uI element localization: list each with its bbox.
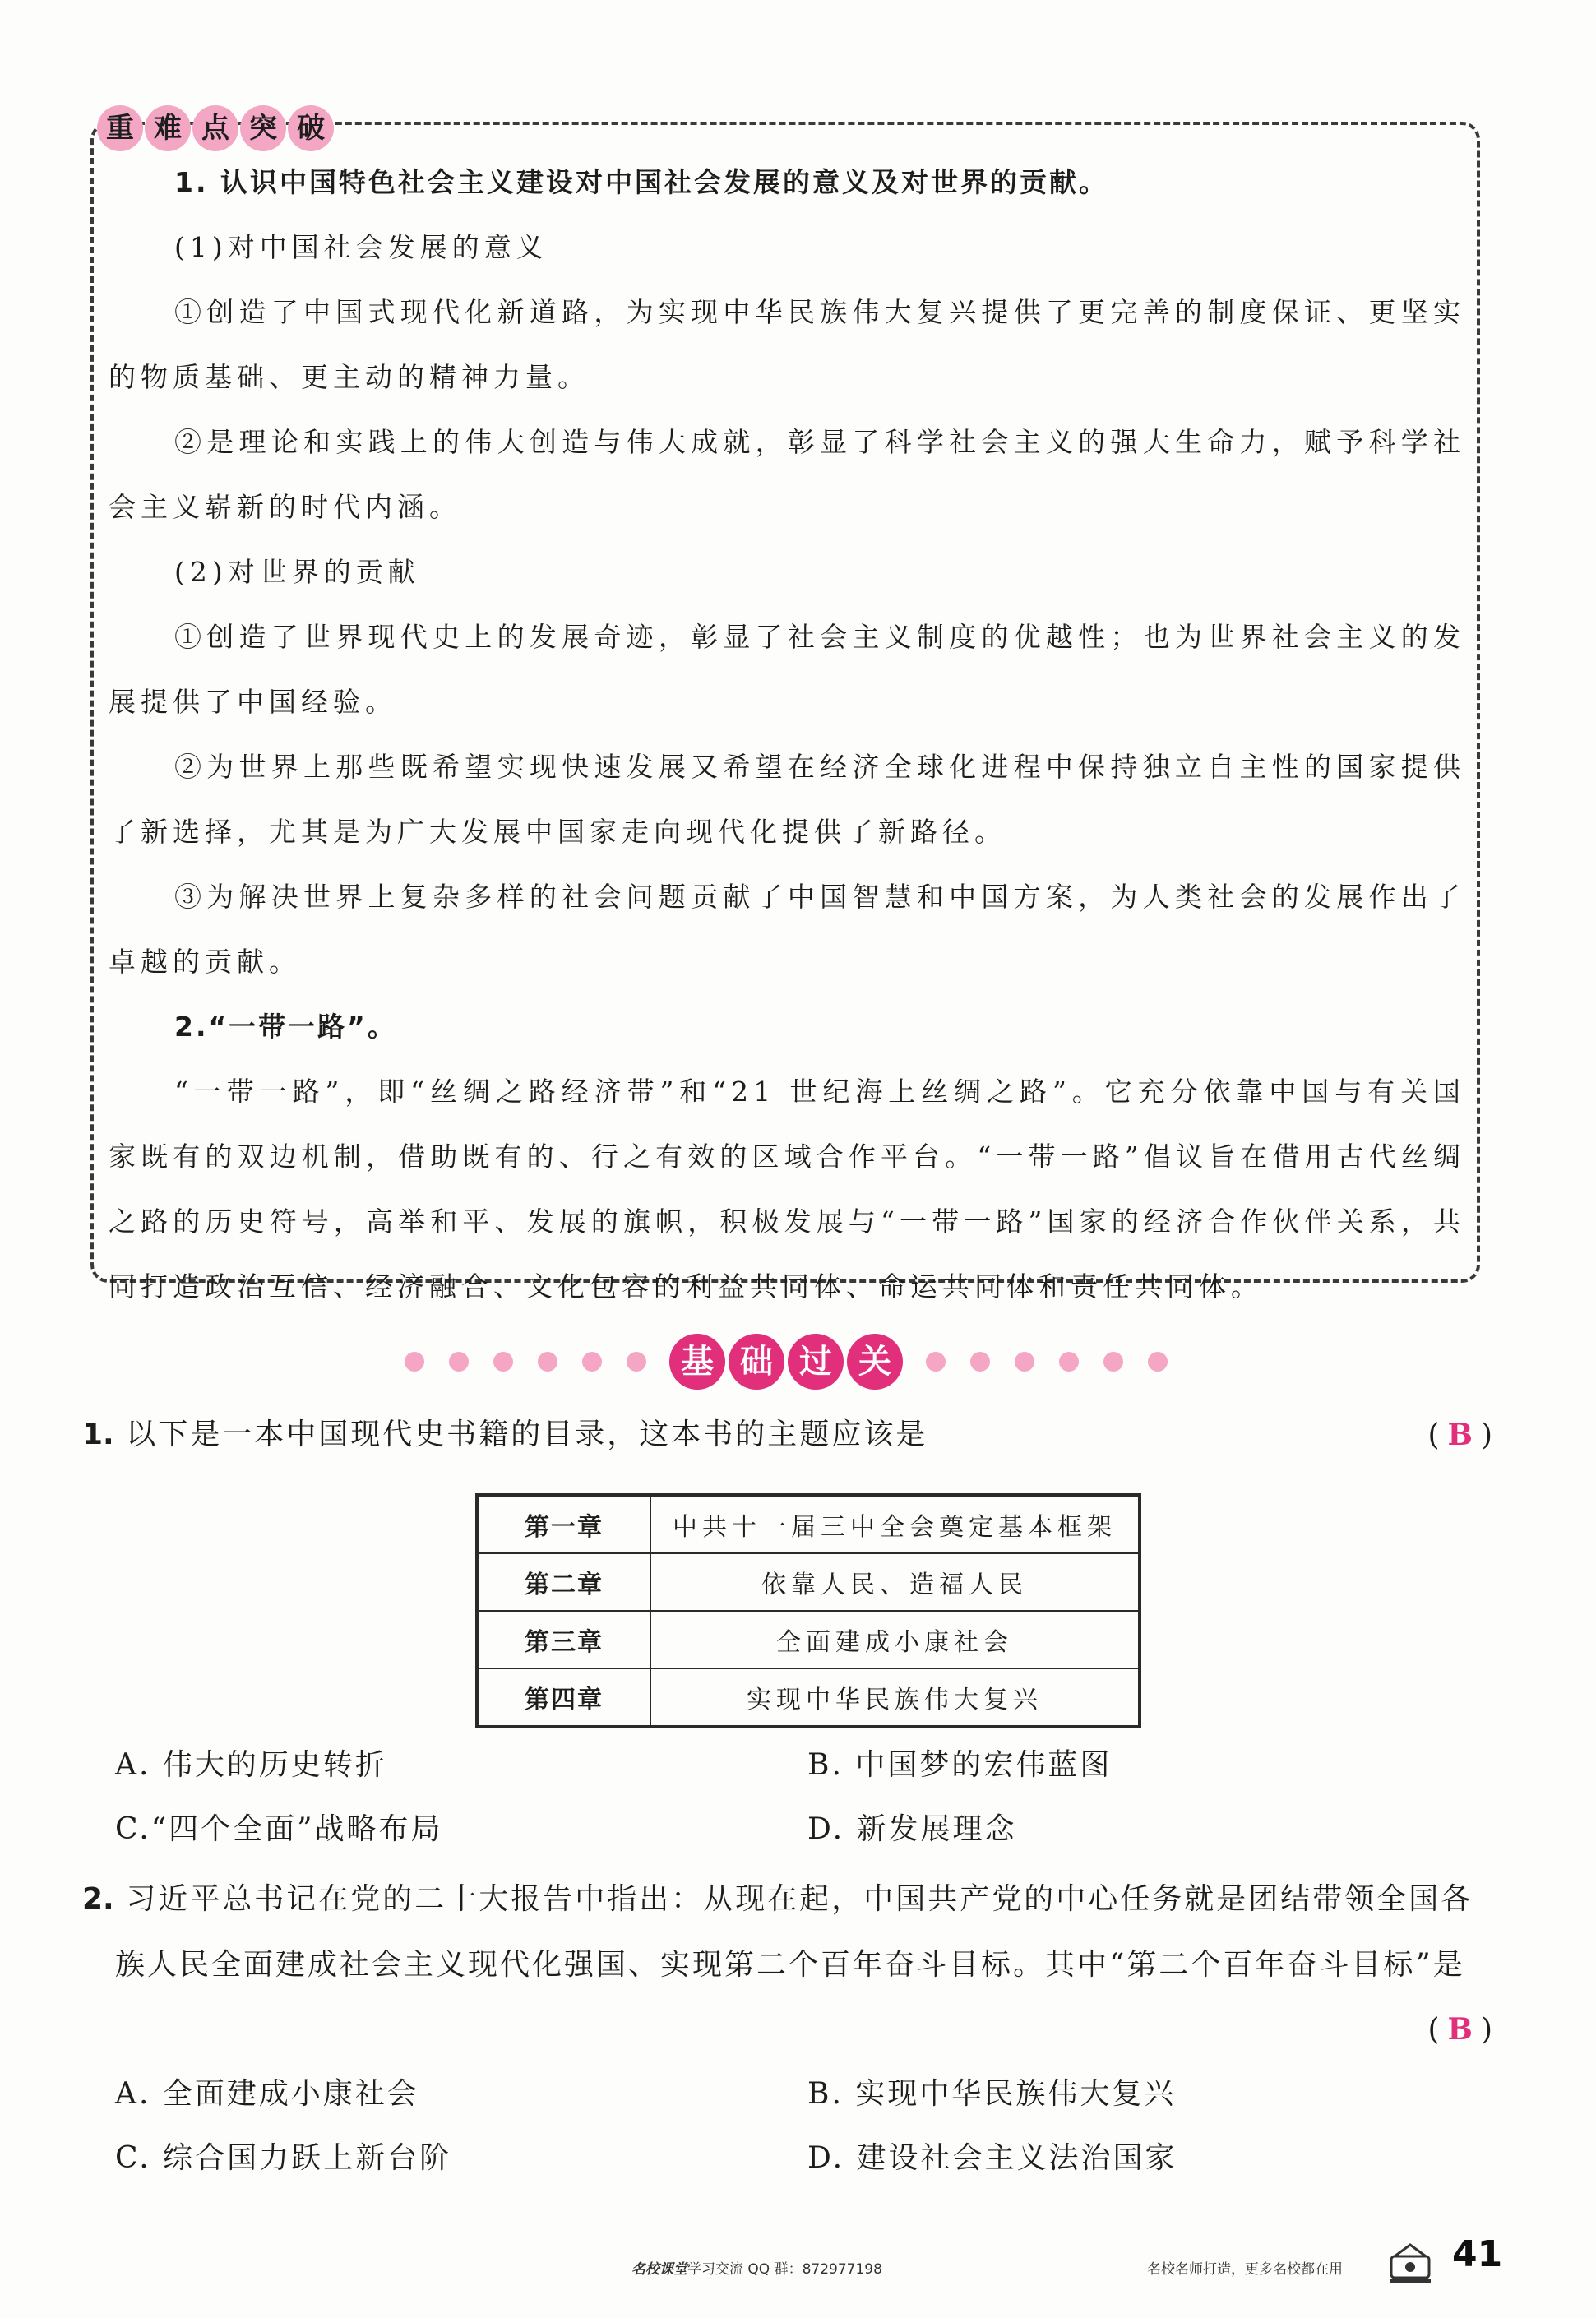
badge-char: 难: [145, 105, 191, 151]
book-contents-table: [475, 1493, 1141, 1728]
badge-char: 突: [240, 105, 286, 151]
key-point-heading: 1. 认识中国特色社会主义建设对中国社会发展的意义及对世界的贡献。: [174, 166, 1108, 198]
section-title: [669, 1334, 903, 1390]
option-d[interactable]: D. 建设社会主义法治国家: [807, 2141, 1177, 2175]
content-cell: 全面建成小康社会: [650, 1611, 1140, 1668]
option-b[interactable]: B. 中国梦的宏伟蓝图: [807, 1748, 1113, 1782]
option-c[interactable]: C.“四个全面”战略布局: [115, 1812, 443, 1846]
chapter-cell: 第二章: [477, 1553, 650, 1611]
key-point-paragraph: ①创造了世界现代史上的发展奇迹，彰显了社会主义制度的优越性；也为世界社会主义的发展提供了中国经验。: [109, 621, 1465, 718]
badge-char: 破: [288, 105, 334, 151]
option-b[interactable]: B. 实现中华民族伟大复兴: [807, 2077, 1177, 2111]
content-cell: 中共十一届三中全会奠定基本框架: [650, 1495, 1140, 1553]
table-row: [477, 1611, 1140, 1668]
badge-char: 重: [97, 105, 143, 151]
key-point-paragraph: “一带一路”，即“丝绸之路经济带”和“21 世纪海上丝绸之路”。它充分依靠中国与有关国家既有的双边机制，借助既有的、行之有效的区域合作平台。“一带一路”倡议旨在借用古代丝绸之路的历史符号，高举和平、发展的旗帜，积极发展与“一带一路”国家的经济合作伙伴关系，共同打造政治互信、经济融合、文化包容的利益共同体、命运共同体和责任共同体。: [109, 1076, 1465, 1302]
key-point-paragraph: ②为世界上那些既希望实现快速发展又希望在经济全球化进程中保持独立自主性的国家提供了新选择，尤其是为广大发展中国家走向现代化提供了新路径。: [109, 751, 1465, 848]
answer-letter: B: [1447, 2012, 1481, 2047]
key-points-badge: [97, 105, 334, 151]
footer-qq-group: [631, 2257, 882, 2278]
answer-paren-close: ): [1480, 2013, 1501, 2047]
option-a[interactable]: A. 全面建成小康社会: [115, 2077, 419, 2111]
question-number: 2.: [82, 1882, 114, 1916]
option-a[interactable]: A. 伟大的历史转折: [115, 1748, 387, 1782]
section-header: [375, 1332, 1197, 1391]
chapter-cell: 第三章: [477, 1611, 650, 1668]
section-title-char: 关: [847, 1334, 903, 1390]
page-number: 41: [1452, 2233, 1503, 2275]
key-point-heading: 2.“一带一路”。: [174, 1011, 397, 1043]
answer-letter: B: [1447, 1418, 1481, 1452]
key-points-content: [109, 150, 1465, 1319]
option-c[interactable]: C. 综合国力跃上新台阶: [115, 2141, 452, 2175]
content-cell: 实现中华民族伟大复兴: [650, 1668, 1140, 1727]
question-2-stem: [82, 1867, 1505, 1932]
answer-paren-open: (: [1427, 1418, 1448, 1452]
brand-logo-icon: [1386, 2240, 1434, 2286]
key-point-subheading: (1)对中国社会发展的意义: [174, 231, 548, 263]
answer-paren-open: (: [1427, 2013, 1448, 2047]
option-d[interactable]: D. 新发展理念: [807, 1812, 1017, 1846]
badge-char: 点: [192, 105, 238, 151]
table-row: [477, 1495, 1140, 1553]
decorative-dots-left: [405, 1352, 646, 1372]
question-2-answer: [1427, 1996, 1501, 2063]
section-title-char: 础: [729, 1334, 784, 1390]
answer-paren-close: ): [1480, 1418, 1501, 1452]
question-1-stem: [82, 1402, 1505, 1468]
footer-brand: 名校课堂: [631, 2261, 687, 2278]
question-2-stem-cont: 族人民全面建成社会主义现代化强国、实现第二个百年奋斗目标。其中“第二个百年奋斗目标”是: [115, 1948, 1465, 1982]
footer-slogan: 名校名师打造，更多名校都在用: [1147, 2261, 1343, 2278]
table-row: [477, 1553, 1140, 1611]
table-row: [477, 1668, 1140, 1727]
question-text: 以下是一本中国现代史书籍的目录，这本书的主题应该是: [126, 1418, 928, 1451]
section-title-char: 基: [669, 1334, 725, 1390]
section-title-char: 过: [788, 1334, 844, 1390]
footer-mid-text: 学习交流 QQ 群：872977198: [687, 2261, 882, 2278]
chapter-cell: 第一章: [477, 1495, 650, 1553]
question-1-answer: [1427, 1402, 1501, 1469]
key-point-paragraph: ②是理论和实践上的伟大创造与伟大成就，彰显了科学社会主义的强大生命力，赋予科学社会主义崭新的时代内涵。: [109, 426, 1465, 523]
decorative-dots-right: [926, 1352, 1168, 1372]
key-point-paragraph: ①创造了中国式现代化新道路，为实现中华民族伟大复兴提供了更完善的制度保证、更坚实的物质基础、更主动的精神力量。: [109, 296, 1465, 393]
key-point-paragraph: ③为解决世界上复杂多样的社会问题贡献了中国智慧和中国方案，为人类社会的发展作出了卓越的贡献。: [109, 881, 1465, 978]
key-point-subheading: (2)对世界的贡献: [174, 556, 420, 588]
question-text: 习近平总书记在党的二十大报告中指出：从现在起，中国共产党的中心任务就是团结带领全国各: [126, 1882, 1473, 1916]
content-cell: 依靠人民、造福人民: [650, 1553, 1140, 1611]
chapter-cell: 第四章: [477, 1668, 650, 1727]
question-number: 1.: [82, 1418, 114, 1451]
